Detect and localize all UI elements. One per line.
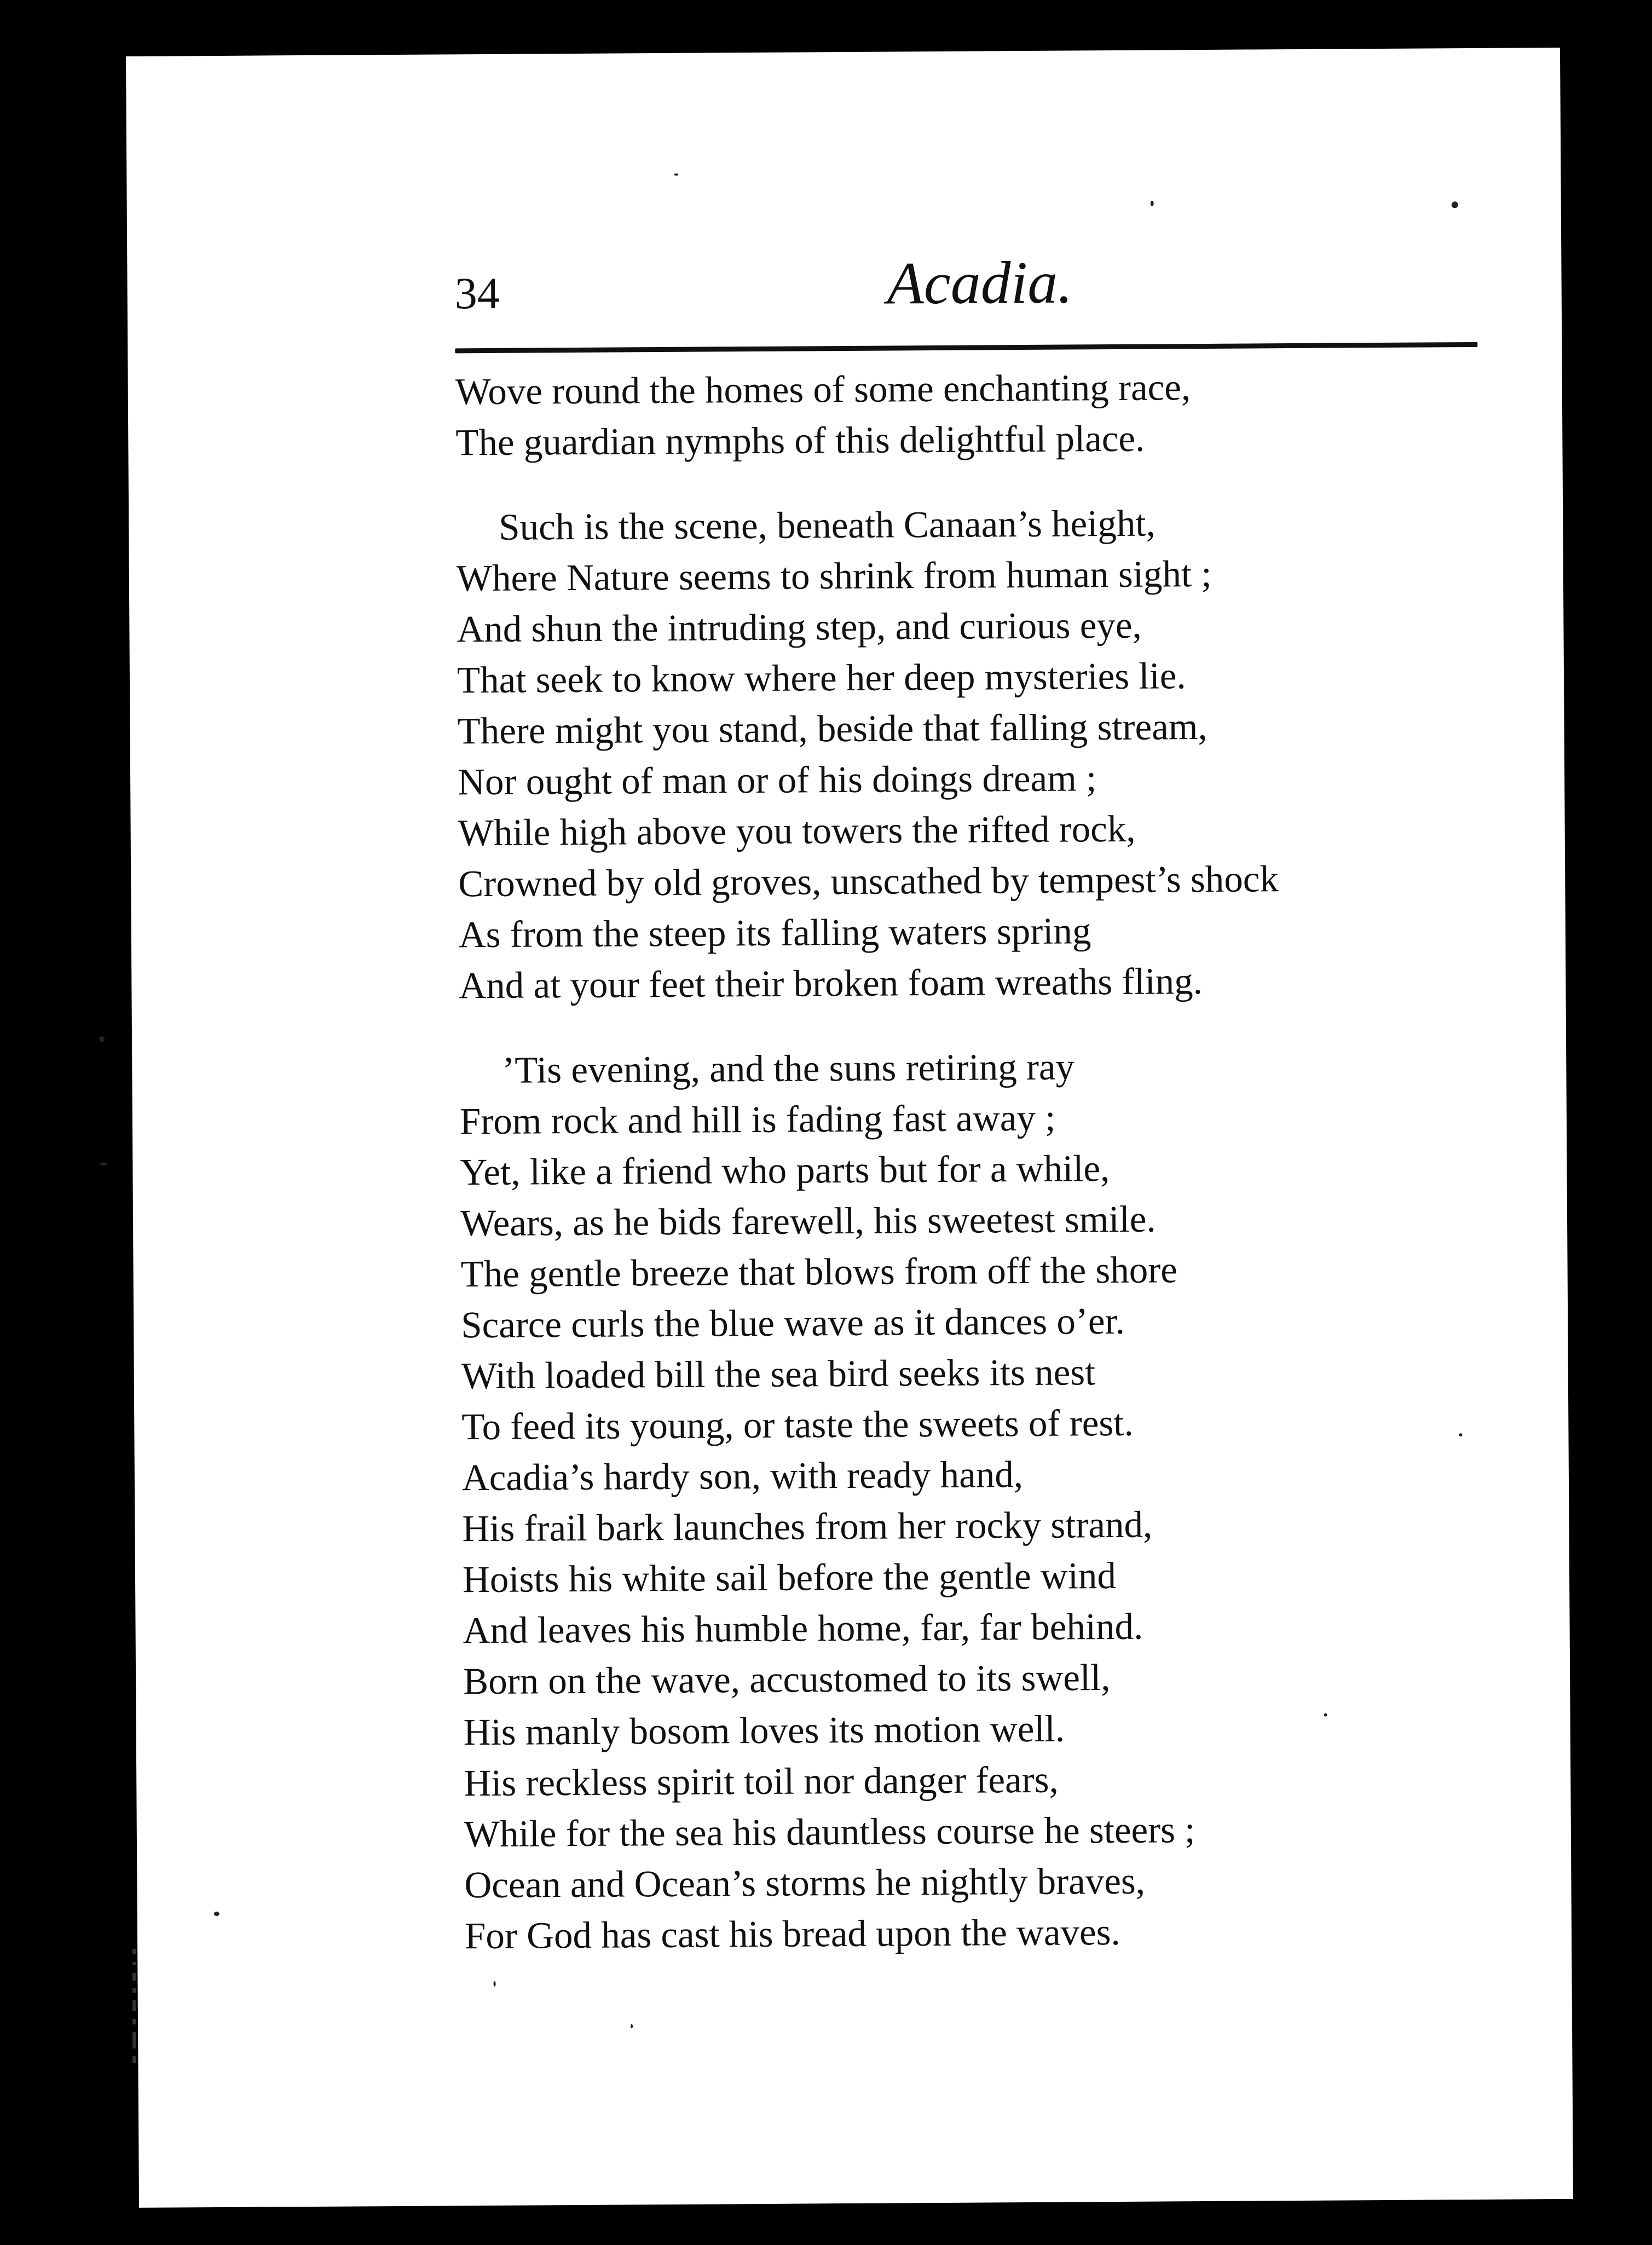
verse-line: And at your feet their broken foam wreaths fling.	[459, 960, 1203, 1007]
binding-edge-marks	[126, 1949, 142, 2135]
verse-line: And shun the intruding step, and curious eye,	[457, 604, 1142, 650]
verse-line: Wove round the homes of some enchanting race,	[455, 366, 1191, 413]
poem-body	[455, 360, 1587, 1995]
scan-speck	[674, 174, 678, 176]
scan-speck	[1452, 201, 1458, 208]
verse-line: That seek to know where her deep mysteries lie.	[457, 655, 1186, 701]
running-title: Acadia.	[887, 249, 1073, 317]
stanza-1	[455, 360, 1578, 469]
verse-line: Ocean and Ocean’s storms he nightly braves,	[464, 1860, 1146, 1906]
verse-line: Scarce curls the blue wave as it dances o’er.	[460, 1300, 1125, 1346]
verse-line: Crowned by old groves, unscathed by tempest’s shock	[458, 858, 1279, 905]
scan-speck	[1151, 201, 1154, 206]
verse-line: His reckless spirit toil nor danger fears,	[464, 1758, 1059, 1804]
verse-line: His frail bark launches from her rocky strand,	[462, 1503, 1153, 1550]
scan-speck	[100, 1162, 107, 1165]
verse-line: While high above you towers the rifted rock,	[458, 807, 1136, 854]
verse-line: To feed its young, or taste the sweets of rest.	[461, 1401, 1134, 1448]
verse-line: The guardian nymphs of this delightful place.	[455, 417, 1145, 464]
scan-speck	[99, 1036, 105, 1042]
verse-line: Acadia’s hardy son, with ready hand,	[461, 1453, 1024, 1499]
verse-line: Wears, as he bids farewell, his sweetest smile.	[460, 1198, 1156, 1244]
scan-speck	[1324, 1713, 1327, 1717]
book-page	[126, 48, 1573, 2208]
scan-speck	[1459, 1433, 1462, 1436]
verse-line: Yet, like a friend who parts but for a while,	[460, 1147, 1110, 1193]
verse-line: The gentle breeze that blows from off the shore	[460, 1249, 1178, 1295]
verse-line: While for the sea his dauntless course he steers ;	[464, 1809, 1195, 1855]
scan-speck	[494, 1981, 496, 1987]
stanza-3	[459, 1038, 1587, 1961]
verse-line: Such is the scene, beneath Canaan’s height,	[499, 502, 1156, 548]
verse-line: Nor ought of man or of his doings dream ;	[457, 757, 1097, 803]
scan-speck	[631, 2024, 633, 2028]
stanza-2	[456, 495, 1581, 1012]
verse-line: From rock and hill is fading fast away ;	[459, 1096, 1056, 1142]
verse-line: Born on the wave, accustomed to its swell,	[463, 1657, 1111, 1702]
page-number: 34	[454, 268, 500, 319]
verse-line: And leaves his humble home, far, far behind.	[463, 1605, 1143, 1652]
header-rule	[455, 342, 1477, 353]
verse-line: There might you stand, beside that falling stream,	[457, 705, 1208, 752]
verse-line: As from the steep its falling waters spring	[458, 910, 1091, 956]
verse-line: Hoists his white sail before the gentle wind	[462, 1555, 1117, 1601]
scan-speck	[214, 1912, 220, 1916]
verse-line: ’Tis evening, and the suns retiring ray	[502, 1046, 1075, 1091]
verse-line: Where Nature seems to shrink from human sight ;	[456, 552, 1212, 599]
page-header	[454, 212, 1473, 322]
verse-line: For God has cast his bread upon the waves.	[464, 1911, 1120, 1957]
verse-line: His manly bosom loves its motion well.	[463, 1707, 1065, 1753]
verse-line: With loaded bill the sea bird seeks its nest	[461, 1351, 1096, 1397]
